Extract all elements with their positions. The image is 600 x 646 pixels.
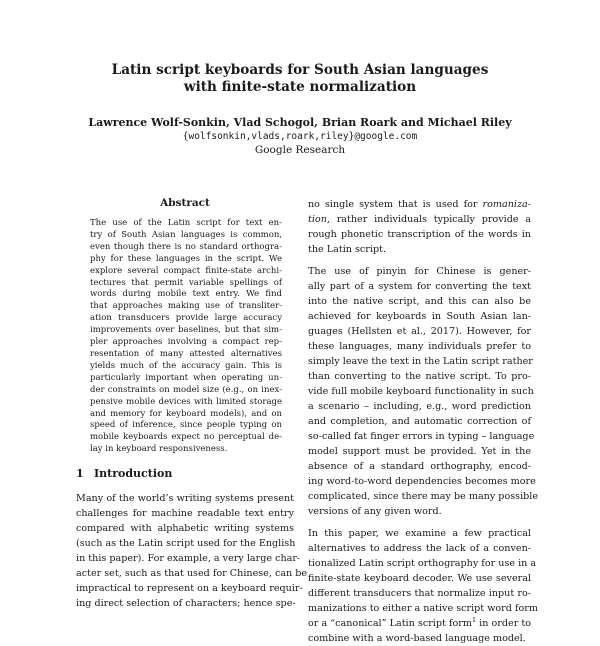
- text-line: der constraints on model size (e.g., on inex-: [90, 384, 282, 395]
- text-line: lay in keyboard responsiveness.: [90, 444, 228, 455]
- title-line-1: Latin script keyboards for South Asian languages: [111, 62, 489, 78]
- text-line: or a “canonical” Latin script form$^1$ in order to: [308, 615, 532, 629]
- text-line: resentation of many attested alternatives: [90, 348, 282, 359]
- text-line: and completion, and automatic correction of: [308, 416, 531, 427]
- text-line: pensive mobile devices with limited storage: [90, 396, 282, 407]
- text-line: that approaches making use of transliter-: [90, 301, 282, 312]
- text-line: ation transducers provide large accuracy: [90, 313, 282, 324]
- text-line: acter set, such as that used for Chinese, can be: [76, 568, 308, 579]
- text-line: challenges for machine readable text entry: [76, 508, 294, 519]
- text-line: finite-state keyboard decoder. We use several: [308, 573, 531, 584]
- text-line: simply leave the text in the Latin script rather: [308, 356, 533, 367]
- text-line: yields much of the accuracy gain. This is: [90, 360, 282, 371]
- section-number: 1: [76, 467, 84, 480]
- footnote-marker[interactable]: 1: [471, 615, 477, 624]
- text-line: ing word-to-word dependencies becomes more: [308, 476, 536, 487]
- right-paragraph-3: [308, 526, 538, 646]
- text-line: these languages, many individuals prefer to: [308, 341, 531, 352]
- text-line: phy for these languages in the script. We: [90, 253, 282, 264]
- text-line: (such as the Latin script used for the English: [76, 538, 296, 549]
- author-emails: {wolfsonkin,vlads,roark,riley}@google.com: [182, 131, 418, 142]
- text-line: particularly important when operating un-: [90, 372, 282, 383]
- text-line: achieved for keyboards in South Asian lan-: [308, 311, 531, 322]
- text-line: in this paper). For example, a very large char-: [76, 553, 301, 564]
- text-line: compared with alphabetic writing systems: [76, 523, 294, 534]
- text-line: than converting to the native script. To pro-: [308, 371, 531, 382]
- author-list: Lawrence Wolf-Sonkin, Vlad Schogol, Brian Roark and Michael Riley: [88, 116, 512, 129]
- text-line: vide full mobile keyboard functionality in such: [308, 386, 534, 397]
- text-line: explore several compact finite-state archi-: [90, 265, 282, 276]
- text-line: alternatives to address the lack of a conven-: [308, 543, 531, 554]
- text-line: the Latin script.: [308, 244, 387, 255]
- text-line: different transducers that normalize input ro-: [308, 588, 531, 599]
- paper-title: [60, 62, 540, 96]
- text-line: ing direct selection of characters; hence spe-: [76, 598, 296, 609]
- affiliation: Google Research: [254, 144, 346, 156]
- abstract-body: [90, 218, 282, 456]
- text-line: even though there is no standard orthogra-: [90, 241, 282, 252]
- section-title: Introduction: [94, 467, 173, 480]
- text-line: absence of a standard orthography, encod-: [308, 461, 531, 472]
- text-line: no single system that is used for romaniza-: [308, 199, 531, 210]
- text-line: tion, rather individuals typically provide a: [308, 214, 531, 225]
- text-line: rough phonetic transcription of the words in: [308, 229, 531, 240]
- text-line: ally part of a system for converting the text: [308, 281, 531, 292]
- introduction-body: [76, 491, 308, 611]
- text-line: and memory for keyboard models), and on: [90, 408, 282, 419]
- text-line: manizations to either a native script word form: [308, 603, 538, 614]
- right-paragraph-1: [308, 197, 531, 257]
- text-line: so-called fat finger errors in typing – language: [308, 431, 535, 442]
- text-line: guages (Hellsten et al., 2017). However, for: [308, 326, 531, 337]
- text-line: impractical to represent on a keyboard requir-: [76, 583, 303, 594]
- abstract-heading: Abstract: [160, 197, 210, 209]
- text-line: pler approaches involving a compact rep-: [90, 337, 282, 348]
- text-line: complicated, since there may be many possible: [308, 491, 539, 502]
- text-line: versions of any given word.: [308, 506, 442, 517]
- text-line: The use of the Latin script for text en-: [90, 218, 282, 228]
- title-line-2: with finite-state normalization: [183, 79, 417, 95]
- text-line: try of South Asian languages is common,: [90, 229, 282, 240]
- text-line: Many of the world’s writing systems present: [76, 493, 294, 504]
- text-line: combine with a word-based language model.: [308, 633, 526, 644]
- text-line: In this paper, we examine a few practical: [308, 528, 531, 539]
- text-line: a scenario – including, e.g., word prediction: [308, 401, 531, 412]
- text-line: mobile keyboards expect no perceptual de-: [90, 432, 282, 443]
- right-column: [308, 197, 539, 646]
- right-paragraph-2: [308, 264, 539, 519]
- text-line: into the native script, and this can also be: [308, 296, 531, 307]
- text-line: words during mobile text entry. We find: [90, 289, 282, 300]
- text-line: tionalized Latin script orthography for use in a: [308, 558, 537, 569]
- text-line: speed of inference, since people typing on: [90, 420, 282, 431]
- text-line: The use of pinyin for Chinese is gener-: [308, 266, 531, 277]
- introduction-heading: [76, 467, 172, 481]
- text-line: improvements over baselines, but that sim-: [90, 325, 282, 336]
- text-line: model support must be provided. Yet in the: [308, 446, 531, 457]
- text-line: tectures that permit variable spellings of: [90, 277, 282, 288]
